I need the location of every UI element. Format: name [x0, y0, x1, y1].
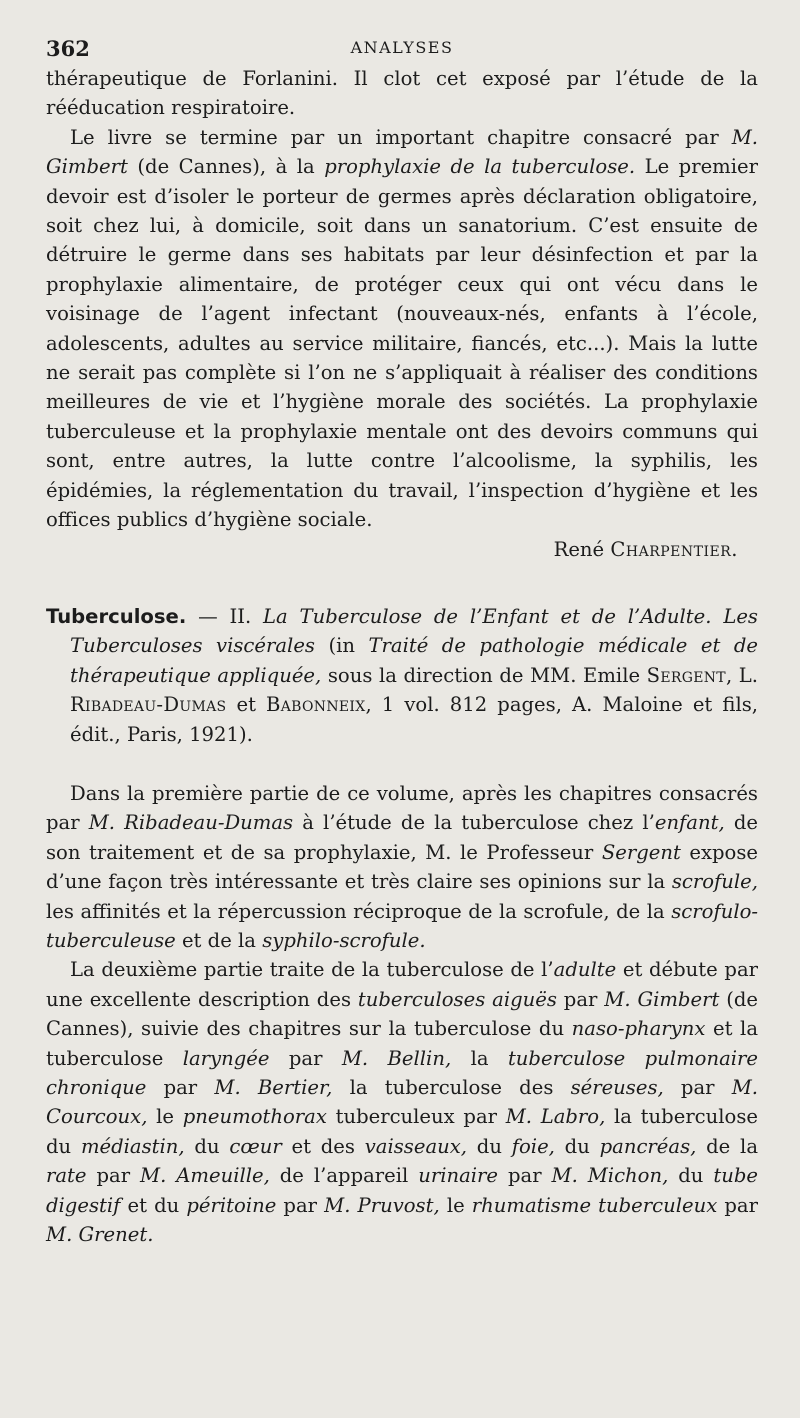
bibliographic-entry: [46, 602, 758, 749]
text-run: par: [498, 1164, 552, 1188]
signature-first-name: René: [553, 537, 605, 561]
text-run: Tuberculose.: [46, 604, 187, 628]
text-run: M. Gimbert: [604, 987, 720, 1011]
text-run: enfant,: [654, 811, 725, 835]
text-run: Traité de pathologie médicale et de thérapeutique appliquée,: [70, 634, 758, 687]
text-run: M. Courcoux,: [46, 1076, 758, 1129]
text-run: M. Michon,: [551, 1164, 669, 1188]
text-run: Le premier devoir est d’isoler le porteur de germes après déclaration obligatoire, soit chez lui, à domicile, soit dans un sanatorium. C’est ensuite de détruire le germe dans ses habitats par leur désinfection et par la prophylaxie alimentaire, de protéger ceux qui ont vécu dans le voisinage de l’agent infectant (nouveaux-nés, enfants à l’école, adolescents, adultes au service militaire, fiancés, etc...). Mais la lutte ne serait pas complète si l’on ne s’appliquait à réaliser des conditions meilleures de vie et l’hygiène morale des sociétés. La prophylaxie tuberculeuse et la prophylaxie mentale ont des devoirs communs qui sont, entre autres, la lutte contre l’alcoolisme, la syphilis, les épidémies, la réglementation du travail, l’inspection d’hygiène et les offices publics d’hygiène sociale.: [46, 155, 758, 532]
review-paragraph-2: [46, 123, 758, 535]
text-run: rhumatisme tuberculeux: [471, 1193, 718, 1217]
review-paragraph-1: [46, 64, 758, 123]
text-run: Le livre se termine par un important chapitre consacré par: [70, 125, 732, 149]
text-run: de l’appareil: [269, 1164, 419, 1188]
text-run: la: [451, 1046, 508, 1070]
text-run: thérapeutique de Forlanini. Il clot cet exposé par l’étude de la rééducation respiratoire.: [46, 67, 758, 120]
text-run: scrofule,: [671, 870, 758, 894]
entry-paragraph-1: [46, 779, 758, 955]
text-run: Ribadeau-Dumas: [70, 693, 227, 717]
text-run: vaisseaux,: [364, 1134, 468, 1158]
text-run: pancréas,: [599, 1134, 697, 1158]
text-run: M. Pruvost,: [324, 1193, 440, 1217]
text-run: médiastin,: [80, 1134, 185, 1158]
text-run: M. Bellin,: [341, 1046, 452, 1070]
text-run: cœur: [229, 1134, 282, 1158]
text-run: syphilo-scrofule.: [262, 928, 426, 952]
text-run: naso-pharynx: [571, 1017, 706, 1041]
text-run: Babonneix: [266, 693, 366, 717]
text-run: les affinités et la répercussion réciproque de la scrofule, de la: [46, 899, 672, 923]
running-title: ANALYSES: [350, 38, 454, 57]
text-run: tuberculose pulmonaire chronique: [46, 1046, 758, 1099]
text-run: — II.: [186, 604, 264, 628]
text-run: de la: [696, 1134, 758, 1158]
text-run: urinaire: [418, 1164, 499, 1188]
text-run: rate: [46, 1164, 87, 1188]
text-run: M. Gimbert: [46, 125, 758, 179]
text-run: du: [184, 1134, 230, 1158]
text-run: et débute par une excellente description des: [46, 958, 758, 1011]
text-run: par: [717, 1193, 758, 1217]
text-run: M. Ameuille,: [140, 1164, 270, 1188]
text-run: (de Cannes), suivie des chapitres sur la tuberculose du: [46, 987, 758, 1041]
text-run: (in: [314, 634, 369, 658]
text-run: Sergent: [601, 840, 681, 864]
text-run: tuberculoses aiguës: [357, 987, 557, 1011]
text-run: laryngée: [182, 1046, 270, 1070]
text-run: du: [467, 1134, 512, 1158]
text-run: et du: [120, 1193, 187, 1217]
text-run: pneumothorax: [182, 1105, 327, 1129]
text-run: La deuxième partie traite de la tuberculose de l’: [70, 958, 554, 982]
text-run: et des: [281, 1134, 365, 1158]
text-run: par: [276, 1193, 325, 1217]
text-run: séreuses,: [570, 1076, 664, 1099]
text-run: péritoine: [186, 1193, 277, 1217]
text-run: M. Bertier,: [214, 1076, 333, 1099]
signature-last-name: Charpentier.: [610, 537, 738, 561]
text-run: Sergent: [646, 663, 726, 687]
text-run: et: [226, 693, 267, 717]
text-run: Dans la première partie de ce volume, après les chapitres consacrés par: [46, 781, 758, 835]
text-run: La Tuberculose de l’Enfant et de l’Adulte. Les Tuberculoses viscérales: [70, 604, 758, 658]
text-run: par: [86, 1164, 141, 1188]
page-number: 362: [46, 36, 90, 61]
text-run: et la tuberculose: [46, 1017, 759, 1070]
text-run: expose d’une façon très intéressante et très claire ses opinions sur la: [46, 840, 758, 894]
text-run: sous la direction de MM. Emile: [321, 663, 647, 687]
text-run: de son traitement et de sa prophylaxie, M. le Professeur: [46, 811, 758, 864]
entry-paragraph-2: [46, 955, 758, 1249]
text-run: scrofulo-tuberculeuse: [46, 899, 758, 952]
document-page: [46, 30, 758, 1249]
review-signature: [46, 535, 758, 564]
text-run: tuberculeux par: [326, 1105, 506, 1129]
text-run: la tuberculose du: [46, 1105, 758, 1158]
text-run: , 1 vol. 812 pages, A. Maloine et fils, édit., Paris, 1921).: [70, 693, 758, 746]
text-run: tube digestif: [46, 1164, 758, 1217]
text-run: (de Cannes), à la: [127, 155, 325, 179]
text-run: , L.: [725, 663, 758, 687]
text-run: M. Ribadeau-Dumas: [88, 811, 294, 835]
text-run: par: [663, 1076, 732, 1099]
text-run: M. Grenet.: [46, 1223, 154, 1247]
text-run: le: [147, 1105, 183, 1129]
text-run: la tuberculose des: [332, 1076, 571, 1099]
text-run: M. Labro,: [505, 1105, 606, 1129]
text-run: par: [556, 987, 605, 1011]
text-run: et de la: [175, 928, 263, 952]
text-run: par: [146, 1076, 215, 1099]
text-run: par: [269, 1046, 342, 1070]
text-run: prophylaxie de la tuberculose.: [324, 155, 636, 179]
text-run: du: [668, 1164, 714, 1188]
text-run: le: [439, 1193, 472, 1217]
text-run: à l’étude de la tuberculose chez l’: [293, 811, 655, 835]
running-header: [46, 30, 758, 64]
text-run: foie,: [511, 1134, 555, 1158]
text-run: du: [554, 1134, 600, 1158]
text-run: adulte: [553, 958, 617, 982]
